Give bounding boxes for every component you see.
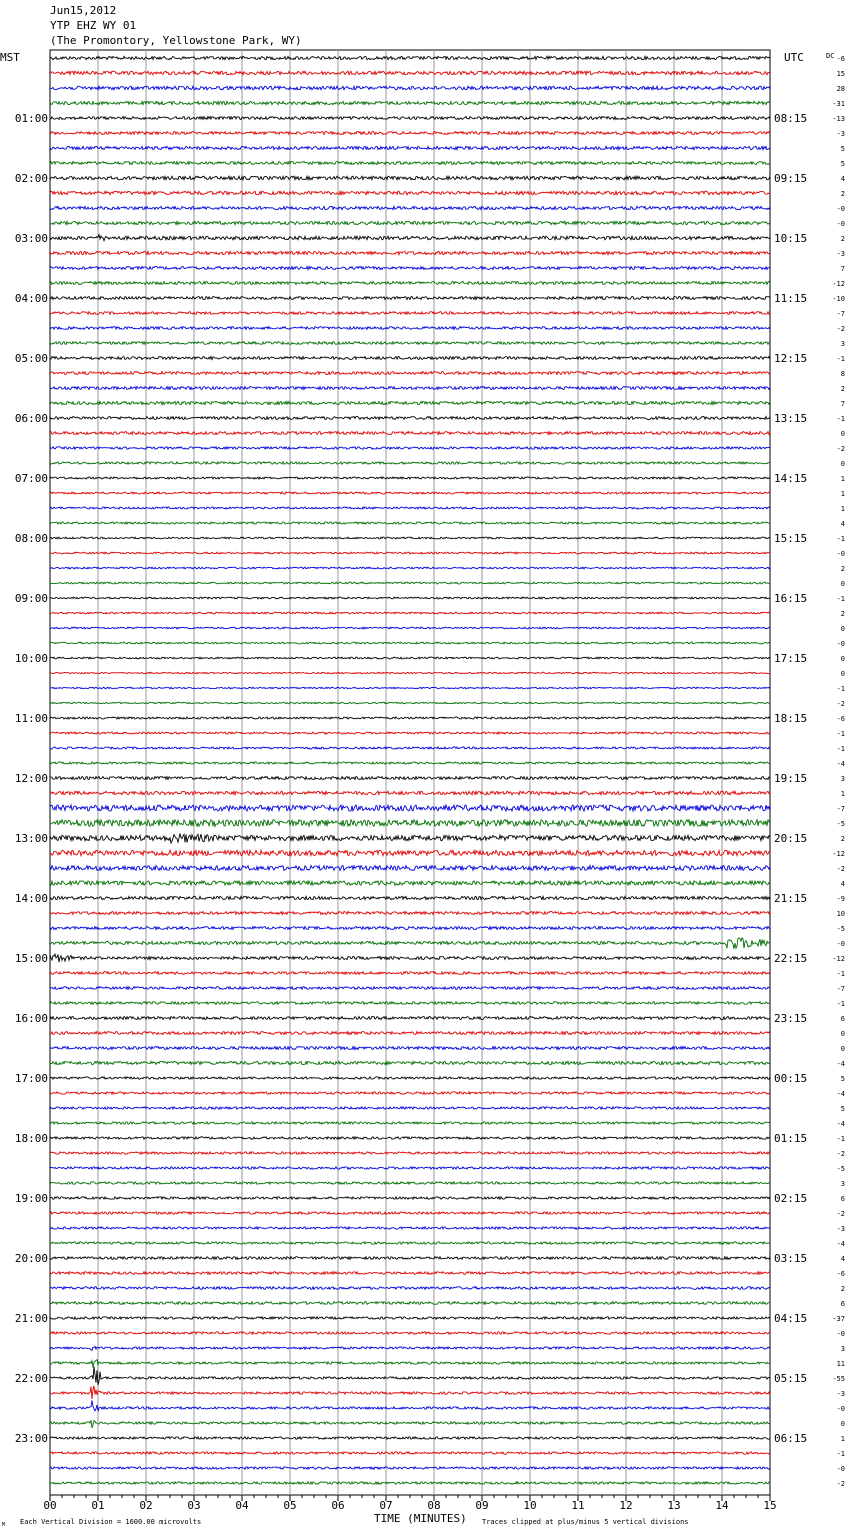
- trace-line: [50, 687, 770, 689]
- dc-offset-label: 0: [840, 460, 845, 468]
- dc-offset-label: -4: [836, 1120, 845, 1128]
- dc-offset-label: 15: [836, 70, 845, 78]
- dc-offset-label: 4: [840, 880, 845, 888]
- trace-line: [50, 1367, 770, 1385]
- dc-offset-label: -1: [836, 1135, 845, 1143]
- dc-offset-label: -0: [836, 1405, 845, 1413]
- trace-line: [50, 477, 770, 479]
- scale-note: Each Vertical Division = 1600.00 microvolts: [20, 1518, 202, 1526]
- dc-offset-label: -1: [836, 1000, 845, 1008]
- trace-line: [50, 146, 770, 149]
- trace-line: [50, 642, 770, 644]
- utc-hour-label: 09:15: [774, 172, 808, 185]
- dc-offset-label: 2: [840, 610, 845, 618]
- mst-hour-label: 09:00: [14, 592, 48, 605]
- trace-line: [50, 987, 770, 990]
- trace-line: [50, 1360, 770, 1368]
- trace-line: [50, 342, 770, 345]
- dc-offset-label: -4: [836, 760, 845, 768]
- trace-line: [50, 717, 770, 719]
- dc-offset-label: -10: [832, 295, 845, 303]
- x-tick-label: 10: [523, 1499, 537, 1512]
- utc-hour-label: 10:15: [774, 232, 808, 245]
- x-tick-label: 00: [43, 1499, 57, 1512]
- dc-offset-label: -2: [836, 445, 845, 453]
- dc-offset-label: 28: [836, 85, 845, 93]
- dc-offset-label: -5: [836, 820, 845, 828]
- dc-offset-label: 2: [840, 835, 845, 843]
- x-tick-label: 03: [187, 1499, 201, 1512]
- dc-offset-label: 0: [840, 655, 845, 663]
- dc-offset-label: 0: [840, 430, 845, 438]
- dc-offset-label: 5: [840, 1075, 845, 1083]
- trace-line: [50, 747, 770, 749]
- mst-hour-label: 21:00: [14, 1312, 48, 1325]
- mst-hour-label: 12:00: [14, 772, 48, 785]
- dc-offset-label: 2: [840, 565, 845, 573]
- dc-offset-label: -4: [836, 1060, 845, 1068]
- dc-offset-label: 1: [840, 490, 845, 498]
- trace-line: [50, 56, 770, 59]
- x-tick-label: 08: [427, 1499, 441, 1512]
- utc-hour-label: 01:15: [774, 1132, 808, 1145]
- dc-offset-label: -0: [836, 940, 845, 948]
- trace-line: [50, 327, 770, 330]
- trace-line: [50, 850, 770, 856]
- trace-line: [50, 1400, 770, 1411]
- utc-hour-label: 17:15: [774, 652, 808, 665]
- trace-line: [50, 251, 770, 254]
- trace-line: [50, 1002, 770, 1005]
- trace-line: [50, 732, 770, 734]
- axis-labels: [0, 51, 845, 1528]
- trace-line: [50, 1242, 770, 1244]
- trace-line: [50, 1467, 770, 1469]
- utc-hour-label: 08:15: [774, 112, 808, 125]
- x-tick-label: 02: [139, 1499, 153, 1512]
- trace-line: [50, 267, 770, 270]
- dc-offset-label: -7: [836, 310, 845, 318]
- trace-line: [50, 954, 770, 962]
- mst-hour-label: 02:00: [14, 172, 48, 185]
- x-axis-title: TIME (MINUTES): [374, 1512, 467, 1525]
- utc-hour-label: 12:15: [774, 352, 808, 365]
- x-tick-label: 01: [91, 1499, 105, 1512]
- dc-offset-label: 5: [840, 1105, 845, 1113]
- dc-offset-label: -12: [832, 955, 845, 963]
- utc-hour-label: 05:15: [774, 1372, 808, 1385]
- dc-offset-label: -5: [836, 925, 845, 933]
- dc-offset-label: -1: [836, 535, 845, 543]
- mst-hour-label: 06:00: [14, 412, 48, 425]
- trace-line: [50, 567, 770, 569]
- utc-hour-label: 20:15: [774, 832, 808, 845]
- utc-hour-label: 14:15: [774, 472, 808, 485]
- dc-offset-label: 2: [840, 190, 845, 198]
- trace-line: [50, 1182, 770, 1184]
- dc-offset-label: -2: [836, 1480, 845, 1488]
- utc-hour-label: 23:15: [774, 1012, 808, 1025]
- dc-offset-label: -7: [836, 985, 845, 993]
- utc-hour-label: 04:15: [774, 1312, 808, 1325]
- dc-offset-label: -1: [836, 745, 845, 753]
- mst-hour-label: 19:00: [14, 1192, 48, 1205]
- trace-line: [50, 176, 770, 180]
- dc-offset-label: -6: [836, 55, 845, 63]
- trace-line: [50, 791, 770, 795]
- header-date: Jun15,2012: [50, 4, 117, 17]
- trace-line: [50, 507, 770, 509]
- trace-line: [50, 1107, 770, 1109]
- trace-line: [50, 1437, 770, 1439]
- trace-line: [50, 972, 770, 975]
- trace-line: [50, 1346, 770, 1350]
- trace-line: [50, 657, 770, 659]
- x-tick-label: 14: [715, 1499, 729, 1512]
- x-tick-label: 04: [235, 1499, 249, 1512]
- trace-line: [50, 417, 770, 420]
- dc-offset-label: -37: [832, 1315, 845, 1323]
- dc-offset-label: 1: [840, 1435, 845, 1443]
- utc-hour-label: 11:15: [774, 292, 808, 305]
- trace-line: [50, 820, 770, 827]
- trace-line: [50, 387, 770, 390]
- dc-offset-label: 2: [840, 1285, 845, 1293]
- clip-note: Traces clipped at plus/minus 5 vertical divisions: [482, 1518, 689, 1526]
- dc-offset-label: 8: [840, 370, 845, 378]
- trace-line: [50, 432, 770, 435]
- dc-offset-label: -0: [836, 205, 845, 213]
- trace-line: [50, 1077, 770, 1079]
- dc-offset-label: 0: [840, 1030, 845, 1038]
- trace-line: [50, 492, 770, 494]
- mst-hour-label: 11:00: [14, 712, 48, 725]
- utc-hour-label: 06:15: [774, 1432, 808, 1445]
- dc-offset-label: 5: [840, 160, 845, 168]
- mst-hour-label: 18:00: [14, 1132, 48, 1145]
- dc-offset-label: 6: [840, 1195, 845, 1203]
- mst-hour-label: 05:00: [14, 352, 48, 365]
- mst-hour-label: 08:00: [14, 532, 48, 545]
- utc-hour-label: 22:15: [774, 952, 808, 965]
- trace-line: [50, 1032, 770, 1035]
- dc-offset-label: 4: [840, 175, 845, 183]
- dc-offset-label: -1: [836, 970, 845, 978]
- dc-offset-label: -4: [836, 1240, 845, 1248]
- dc-offset-label: 0: [840, 670, 845, 678]
- trace-line: [50, 762, 770, 764]
- dc-offset-label: 1: [840, 505, 845, 513]
- dc-offset-label: -5: [836, 1165, 845, 1173]
- dc-offset-label: -1: [836, 1450, 845, 1458]
- trace-line: [50, 1017, 770, 1020]
- x-tick-label: 15: [763, 1499, 777, 1512]
- dc-offset-label: -0: [836, 220, 845, 228]
- x-tick-label: 11: [571, 1499, 585, 1512]
- dc-offset-label: -3: [836, 1225, 845, 1233]
- trace-line: [50, 1197, 770, 1199]
- trace-line: [50, 312, 770, 315]
- trace-line: [50, 462, 770, 464]
- plot-frame: [50, 50, 770, 1495]
- utc-hour-label: 18:15: [774, 712, 808, 725]
- right-timezone-label: UTC: [784, 51, 804, 64]
- mst-hour-label: 17:00: [14, 1072, 48, 1085]
- dc-offset-label: -31: [832, 100, 845, 108]
- trace-line: [50, 938, 770, 949]
- dc-offset-label: -12: [832, 850, 845, 858]
- dc-offset-label: -9: [836, 895, 845, 903]
- trace-line: [50, 1137, 770, 1139]
- trace-line: [50, 881, 770, 885]
- trace-line: [50, 117, 770, 120]
- x-tick-label: 13: [667, 1499, 681, 1512]
- trace-line: [50, 357, 770, 360]
- dc-offset-label: -3: [836, 130, 845, 138]
- mst-hour-label: 13:00: [14, 832, 48, 845]
- mst-hour-label: 10:00: [14, 652, 48, 665]
- trace-line: [50, 1452, 770, 1454]
- dc-offset-label: -7: [836, 805, 845, 813]
- x-tick-label: 09: [475, 1499, 489, 1512]
- dc-offset-label: -13: [832, 115, 845, 123]
- utc-hour-label: 15:15: [774, 532, 808, 545]
- dc-offset-label: 0: [840, 1045, 845, 1053]
- dc-label: DC: [826, 52, 835, 60]
- dc-offset-label: 3: [840, 1345, 845, 1353]
- dc-offset-label: 4: [840, 520, 845, 528]
- dc-offset-label: 1: [840, 475, 845, 483]
- trace-line: [50, 582, 770, 584]
- mst-hour-label: 22:00: [14, 1372, 48, 1385]
- dc-offset-label: 4: [840, 1255, 845, 1263]
- trace-line: [50, 522, 770, 524]
- utc-hour-label: 19:15: [774, 772, 808, 785]
- dc-offset-label: -12: [832, 280, 845, 288]
- x-tick-label: 07: [379, 1499, 393, 1512]
- trace-line: [50, 401, 770, 404]
- trace-line: [50, 1092, 770, 1094]
- trace-line: [50, 1167, 770, 1169]
- header-station: YTP EHZ WY 01: [50, 19, 137, 32]
- dc-offset-label: -2: [836, 1150, 845, 1158]
- dc-offset-label: -4: [836, 1090, 845, 1098]
- trace-line: [50, 101, 770, 104]
- trace-line: [50, 1482, 770, 1484]
- dc-offset-label: 1: [840, 790, 845, 798]
- dc-offset-label: 6: [840, 1300, 845, 1308]
- corner-mark: M: [2, 1522, 6, 1528]
- utc-hour-label: 13:15: [774, 412, 808, 425]
- utc-hour-label: 21:15: [774, 892, 808, 905]
- trace-line: [50, 206, 770, 209]
- dc-offset-label: 3: [840, 775, 845, 783]
- dc-offset-label: -3: [836, 250, 845, 258]
- utc-hour-label: 16:15: [774, 592, 808, 605]
- utc-hour-label: 03:15: [774, 1252, 808, 1265]
- trace-line: [50, 221, 770, 224]
- trace-line: [50, 702, 770, 704]
- trace-line: [50, 597, 770, 599]
- trace-line: [50, 1227, 770, 1229]
- dc-offset-label: 5: [840, 145, 845, 153]
- dc-offset-label: 7: [840, 400, 845, 408]
- trace-line: [50, 612, 770, 614]
- trace-line: [50, 1420, 770, 1428]
- header-location: (The Promontory, Yellowstone Park, WY): [50, 34, 302, 47]
- trace-line: [50, 1317, 770, 1319]
- trace-line: [50, 805, 770, 811]
- dc-offset-label: 6: [840, 1015, 845, 1023]
- x-tick-label: 12: [619, 1499, 633, 1512]
- trace-line: [50, 1047, 770, 1050]
- trace-line: [50, 537, 770, 539]
- dc-offset-label: -6: [836, 715, 845, 723]
- trace-line: [50, 552, 770, 554]
- trace-line: [50, 1212, 770, 1214]
- dc-offset-label: -0: [836, 1465, 845, 1473]
- trace-line: [50, 86, 770, 90]
- trace-line: [50, 447, 770, 449]
- x-tick-label: 05: [283, 1499, 297, 1512]
- dc-offset-label: -0: [836, 550, 845, 558]
- dc-offset-label: 2: [840, 235, 845, 243]
- dc-offset-label: 3: [840, 1180, 845, 1188]
- trace-line: [50, 132, 770, 135]
- dc-offset-label: 11: [836, 1360, 845, 1368]
- trace-lines: [50, 56, 770, 1484]
- dc-offset-label: -0: [836, 1330, 845, 1338]
- mst-hour-label: 01:00: [14, 112, 48, 125]
- dc-offset-label: -2: [836, 865, 845, 873]
- dc-offset-label: -0: [836, 640, 845, 648]
- dc-offset-label: 7: [840, 265, 845, 273]
- dc-offset-label: -1: [836, 730, 845, 738]
- trace-line: [50, 1122, 770, 1124]
- x-tick-label: 06: [331, 1499, 345, 1512]
- utc-hour-label: 00:15: [774, 1072, 808, 1085]
- trace-line: [50, 297, 770, 300]
- mst-hour-label: 23:00: [14, 1432, 48, 1445]
- trace-line: [50, 927, 770, 930]
- dc-offset-label: 2: [840, 385, 845, 393]
- mst-hour-label: 14:00: [14, 892, 48, 905]
- trace-line: [50, 1302, 770, 1305]
- trace-line: [50, 1152, 770, 1154]
- mst-hour-label: 07:00: [14, 472, 48, 485]
- trace-line: [50, 372, 770, 375]
- trace-line: [50, 1257, 770, 1260]
- trace-line: [50, 834, 770, 844]
- trace-line: [50, 1287, 770, 1290]
- dc-offset-label: -2: [836, 700, 845, 708]
- dc-offset-label: -3: [836, 1390, 845, 1398]
- dc-offset-label: -55: [832, 1375, 845, 1383]
- trace-line: [50, 1332, 770, 1334]
- dc-offset-label: -1: [836, 595, 845, 603]
- mst-hour-label: 04:00: [14, 292, 48, 305]
- trace-line: [50, 777, 770, 780]
- mst-hour-label: 20:00: [14, 1252, 48, 1265]
- dc-offset-label: 10: [836, 910, 845, 918]
- trace-line: [50, 896, 770, 899]
- dc-offset-label: 0: [840, 625, 845, 633]
- mst-hour-label: 03:00: [14, 232, 48, 245]
- mst-hour-label: 16:00: [14, 1012, 48, 1025]
- trace-line: [50, 627, 770, 629]
- trace-line: [50, 1061, 770, 1064]
- trace-line: [50, 912, 770, 915]
- dc-offset-label: -2: [836, 325, 845, 333]
- dc-offset-label: -1: [836, 685, 845, 693]
- left-timezone-label: MST: [0, 51, 20, 64]
- utc-hour-label: 02:15: [774, 1192, 808, 1205]
- dc-offset-label: -1: [836, 355, 845, 363]
- trace-line: [50, 191, 770, 195]
- trace-line: [50, 866, 770, 871]
- trace-line: [50, 71, 770, 75]
- trace-line: [50, 672, 770, 674]
- dc-offset-label: 3: [840, 340, 845, 348]
- trace-line: [50, 162, 770, 165]
- dc-offset-label: -6: [836, 1270, 845, 1278]
- dc-offset-label: 0: [840, 1420, 845, 1428]
- mst-hour-label: 15:00: [14, 952, 48, 965]
- dc-offset-label: -2: [836, 1210, 845, 1218]
- dc-offset-label: -1: [836, 415, 845, 423]
- trace-line: [50, 1272, 770, 1275]
- dc-offset-label: 0: [840, 580, 845, 588]
- trace-line: [50, 282, 770, 285]
- trace-line: [50, 1386, 770, 1399]
- trace-line: [50, 235, 770, 241]
